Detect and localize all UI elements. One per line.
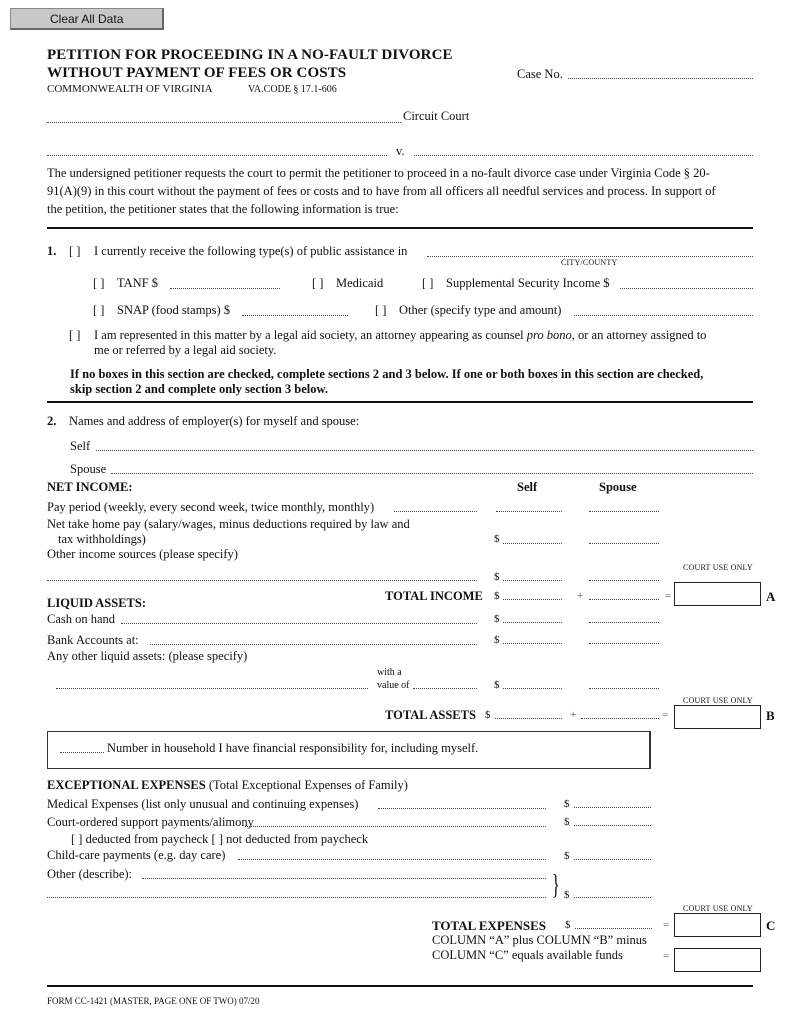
medicaid-label: Medicaid (336, 276, 384, 290)
exceptional-expenses-heading: EXCEPTIONAL EXPENSES (Total Exceptional Expenses of Family) (47, 778, 408, 792)
public-assistance-checkbox[interactable]: [ ] (69, 244, 81, 258)
case-number-field[interactable] (568, 78, 753, 79)
other-liquid-assets-label: Any other liquid assets: (please specify) (47, 649, 248, 663)
pay-period-self-field[interactable] (496, 511, 562, 512)
court-use-only-b-caption: COURT USE ONLY (683, 696, 753, 705)
equals-sign: = (663, 919, 670, 931)
bank-accounts-field[interactable] (150, 644, 477, 645)
dollar-sign: $ (564, 816, 570, 828)
instruction-line-2: skip section 2 and complete only section 3 below. (70, 382, 328, 396)
household-count-field[interactable] (60, 752, 104, 753)
dollar-sign: $ (494, 613, 500, 625)
equals-sign: = (663, 950, 670, 962)
tanf-label: TANF $ (117, 276, 159, 290)
court-use-box-b[interactable] (674, 705, 761, 729)
net-income-heading: NET INCOME: (47, 480, 133, 494)
defendant-name-field[interactable] (414, 155, 753, 156)
pay-period-spouse-field[interactable] (589, 511, 659, 512)
support-leader (245, 826, 546, 827)
plus-sign: + (577, 590, 584, 602)
total-assets-spouse-field[interactable] (581, 718, 659, 719)
total-assets-self-field[interactable] (495, 718, 562, 719)
other-expenses-field-2[interactable] (47, 897, 546, 898)
spouse-employer-label: Spouse (70, 462, 107, 476)
court-use-only-c-caption: COURT USE ONLY (683, 904, 753, 913)
intro-line-2: 91(A)(9) in this court without the payment of fees or costs and to have from all officers all needful services and process. In support of (47, 184, 716, 198)
dollar-sign: $ (494, 634, 500, 646)
form-id-footer: FORM CC-1421 (MASTER, PAGE ONE OF TWO) 07/20 (47, 996, 260, 1006)
other-liquid-spouse-field[interactable] (589, 688, 659, 689)
legal-aid-text-line1: I am represented in this matter by a legal aid society, an attorney appearing as counsel pro bono, or an attorney assigned to (94, 328, 707, 342)
support-amount-field[interactable] (574, 825, 651, 826)
plus-sign: + (570, 709, 577, 721)
bank-self-field[interactable] (503, 643, 562, 644)
plaintiff-name-field[interactable] (47, 155, 387, 156)
ssi-checkbox[interactable]: [ ] (422, 276, 434, 290)
bank-spouse-field[interactable] (589, 643, 659, 644)
city-county-caption: CITY/COUNTY (561, 258, 618, 267)
other-assistance-field[interactable] (574, 315, 753, 316)
cash-spouse-field[interactable] (589, 622, 659, 623)
statute-code-label: VA.CODE § 17.1-606 (248, 84, 337, 95)
case-number-label: Case No. (517, 67, 563, 81)
total-income-spouse-field[interactable] (589, 599, 659, 600)
tanf-checkbox[interactable]: [ ] (93, 276, 105, 290)
dollar-sign: $ (564, 850, 570, 862)
with-a-label: with a (377, 667, 402, 678)
employer-label: Names and address of employer(s) for myself and spouse: (69, 414, 360, 428)
instruction-line-1: If no boxes in this section are checked, complete sections 2 and 3 below. If one or both boxes in this section are checked, (70, 367, 704, 381)
total-income-self-field[interactable] (503, 599, 562, 600)
cash-self-field[interactable] (503, 622, 562, 623)
circuit-court-label: Circuit Court (403, 109, 470, 123)
brace-symbol: } (551, 870, 560, 901)
support-payments-label: Court-ordered support payments/alimony (47, 815, 254, 829)
net-pay-label-line1: Net take home pay (salary/wages, minus deductions required by law and (47, 517, 410, 531)
court-use-box-c[interactable] (674, 913, 761, 937)
form-title-line1: PETITION FOR PROCEEDING IN A NO-FAULT DIVORCE (47, 47, 453, 63)
medical-leader (378, 808, 546, 809)
medical-expenses-label: Medical Expenses (list only unusual and continuing expenses) (47, 797, 359, 811)
pay-period-label: Pay period (weekly, every second week, twice monthly, monthly) (47, 500, 375, 514)
public-assistance-label: I currently receive the following type(s) of public assistance in (94, 244, 408, 258)
section-1-number: 1. (47, 244, 57, 258)
section-divider (47, 401, 753, 403)
other-income-source-field[interactable] (47, 580, 477, 581)
childcare-label: Child-care payments (e.g. day care) (47, 848, 226, 862)
available-funds-line2: COLUMN “C” equals available funds (432, 948, 623, 962)
other-assistance-checkbox[interactable]: [ ] (375, 303, 387, 317)
total-expenses-field[interactable] (575, 928, 652, 929)
value-of-label: value of (377, 680, 410, 691)
court-use-box-a[interactable] (674, 582, 761, 606)
other-income-spouse-field[interactable] (589, 580, 659, 581)
self-column-header: Self (517, 480, 538, 494)
other-expenses-label: Other (describe): (47, 867, 133, 881)
self-employer-label: Self (70, 439, 91, 453)
medical-amount-field[interactable] (574, 807, 651, 808)
equals-sign: = (662, 709, 669, 721)
jurisdiction-label: COMMONWEALTH OF VIRGINIA (47, 83, 213, 95)
childcare-amount-field[interactable] (574, 859, 651, 860)
snap-amount-field[interactable] (242, 315, 348, 316)
self-employer-field[interactable] (96, 450, 753, 451)
bank-accounts-label: Bank Accounts at: (47, 633, 139, 647)
dollar-sign: $ (494, 533, 500, 545)
circuit-court-field[interactable] (47, 122, 401, 123)
spouse-column-header: Spouse (599, 480, 637, 494)
ssi-label: Supplemental Security Income $ (446, 276, 610, 290)
dollar-sign: $ (494, 590, 500, 602)
other-assistance-label: Other (specify type and amount) (399, 303, 562, 317)
equals-sign: = (665, 590, 672, 602)
paycheck-deduction-options[interactable]: [ ] deducted from paycheck [ ] not deducted from paycheck (71, 832, 369, 846)
ssi-amount-field[interactable] (620, 288, 753, 289)
dollar-sign: $ (565, 919, 571, 931)
snap-checkbox[interactable]: [ ] (93, 303, 105, 317)
court-use-only-a-caption: COURT USE ONLY (683, 563, 753, 572)
intro-line-3: the petition, the petitioner states that the following information is true: (47, 202, 399, 216)
column-c-label: C (766, 918, 776, 933)
other-liquid-self-field[interactable] (503, 688, 562, 689)
column-a-label: A (766, 589, 776, 604)
dollar-sign: $ (564, 798, 570, 810)
medicaid-checkbox[interactable]: [ ] (312, 276, 324, 290)
other-income-self-field[interactable] (503, 580, 562, 581)
dollar-sign: $ (485, 709, 491, 721)
available-funds-line1: COLUMN “A” plus COLUMN “B” minus (432, 933, 647, 947)
legal-aid-checkbox[interactable]: [ ] (69, 328, 81, 342)
footer-divider (47, 985, 753, 987)
tanf-amount-field[interactable] (170, 288, 280, 289)
legal-aid-text-line2: me or referred by a legal aid society. (94, 343, 277, 357)
section-divider (47, 227, 753, 229)
snap-label: SNAP (food stamps) $ (117, 303, 231, 317)
household-label: Number in household I have financial responsibility for, including myself. (107, 741, 479, 755)
liquid-assets-heading: LIQUID ASSETS: (47, 596, 146, 610)
other-liquid-asset-field[interactable] (56, 688, 368, 689)
total-assets-label: TOTAL ASSETS (385, 708, 476, 722)
total-expenses-label: TOTAL EXPENSES (432, 918, 547, 933)
net-pay-label-line2: tax withholdings) (58, 532, 146, 546)
dollar-sign: $ (564, 889, 570, 901)
section-2-number: 2. (47, 414, 57, 428)
dollar-sign: $ (494, 571, 500, 583)
city-county-field[interactable] (427, 256, 753, 257)
dollar-sign: $ (494, 679, 500, 691)
spouse-employer-field[interactable] (111, 473, 753, 474)
total-income-label: TOTAL INCOME (385, 589, 483, 603)
clear-all-data-button[interactable]: Clear All Data (10, 8, 164, 30)
pay-period-leader (394, 511, 477, 512)
other-expenses-amount-field[interactable] (574, 897, 651, 898)
intro-line-1: The undersigned petitioner requests the court to permit the petitioner to proceed in a no-fault divorce case under Virginia Code § 20- (47, 166, 710, 180)
column-b-label: B (766, 708, 775, 723)
other-liquid-value-field[interactable] (413, 688, 477, 689)
other-income-label: Other income sources (please specify) (47, 547, 238, 561)
childcare-leader (238, 859, 546, 860)
form-title-line2: WITHOUT PAYMENT OF FEES OR COSTS (47, 65, 347, 81)
cash-on-hand-label: Cash on hand (47, 612, 116, 626)
net-pay-self-field[interactable] (503, 543, 562, 544)
net-pay-spouse-field[interactable] (589, 543, 659, 544)
available-funds-box[interactable] (674, 948, 761, 972)
versus-label: v. (396, 144, 405, 158)
cash-leader (121, 623, 477, 624)
other-expenses-field-1[interactable] (142, 878, 546, 879)
